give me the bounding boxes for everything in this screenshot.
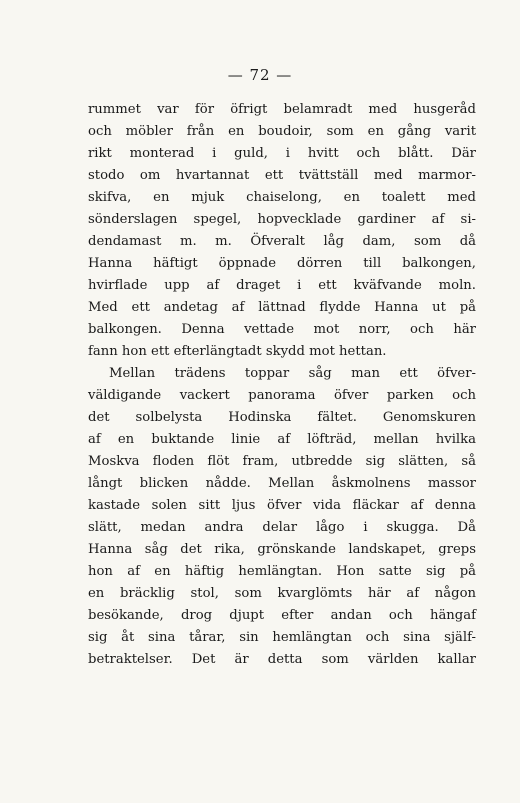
text-line: skifva, en mjuk chaiselong, en toalett med: [88, 190, 476, 205]
page-number: — 72 —: [227, 66, 293, 84]
text-line: väldigande vackert panorama öfver parken och: [88, 388, 476, 403]
text-line: Mellan trädens toppar såg man ett öfver-: [109, 366, 476, 381]
text-line: hvirflade upp af draget i ett kväfvande moln.: [88, 278, 476, 293]
text-line: besökande, drog djupt efter andan och hängaf: [88, 608, 476, 623]
text-line: Moskva floden flöt fram, utbredde sig slätten, så: [88, 454, 476, 469]
text-line: sig åt sina tårar, sin hemlängtan och sina själf-: [88, 630, 476, 645]
text-line: det solbelysta Hodinska fältet. Genomskuren: [88, 410, 476, 425]
text-line: Med ett andetag af lättnad flydde Hanna ut på: [88, 300, 476, 315]
text-line: dendamast m. m. Öfveralt låg dam, som då: [88, 234, 476, 249]
text-line: stodo om hvartannat ett tvättställ med marmor-: [88, 168, 476, 183]
text-line: rummet var för öfrigt belamradt med husgeråd: [88, 102, 476, 117]
text-line: hon af en häftig hemlängtan. Hon satte sig på: [88, 564, 476, 579]
text-line: slätt, medan andra delar lågo i skugga. Då: [88, 520, 476, 535]
text-line: balkongen. Denna vettade mot norr, och här: [88, 322, 476, 337]
text-line: sönderslagen spegel, hopvecklade gardiner af si-: [88, 212, 476, 227]
text-line: rikt monterad i guld, i hvitt och blått. Där: [88, 146, 476, 161]
text-line: betraktelser. Det är detta som världen kallar: [88, 652, 476, 667]
text-line: Hanna såg det rika, grönskande landskapet, greps: [88, 542, 476, 557]
text-line: kastade solen sitt ljus öfver vida fläckar af denna: [88, 498, 476, 513]
text-line: en bräcklig stol, som kvarglömts här af någon: [88, 586, 476, 601]
text-line: Hanna häftigt öppnade dörren till balkongen,: [88, 256, 476, 271]
body-text: [88, 99, 476, 671]
text-line: af en buktande linie af löfträd, mellan hvilka: [88, 432, 476, 447]
text-line: fann hon ett efterlängtadt skydd mot hettan.: [88, 344, 387, 359]
text-line: och möbler från en boudoir, som en gång varit: [88, 124, 476, 139]
text-line: långt blicken nådde. Mellan åskmolnens massor: [88, 476, 476, 491]
